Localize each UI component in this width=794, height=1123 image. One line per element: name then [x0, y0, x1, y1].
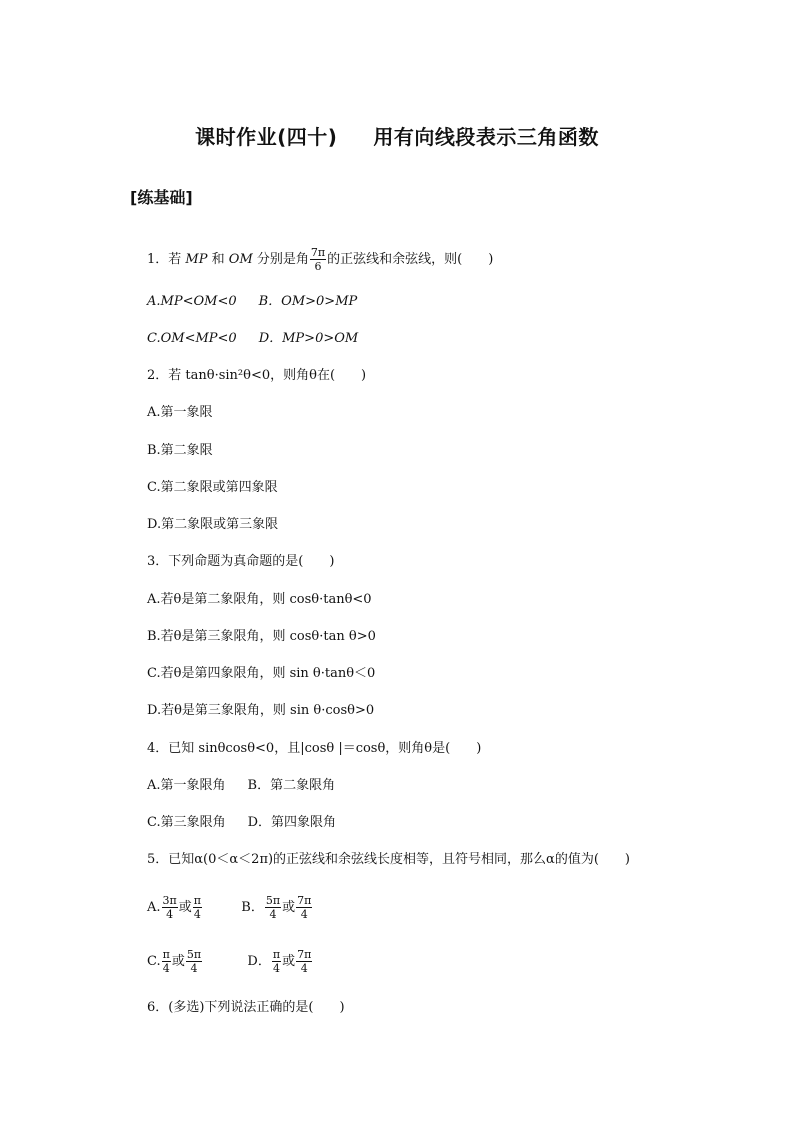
option-d: D．MP>0>OM [258, 331, 359, 346]
option-a: A.MP<OM<0 [147, 294, 237, 309]
question-2-stem: 2．若 tanθ·sin²θ<0，则角θ在( ) [147, 368, 367, 383]
question-5-options-ab [147, 894, 313, 921]
section-heading: [练基础] [130, 188, 193, 207]
option-c: C.第三象限角 [147, 815, 226, 830]
question-5-stem: 5．已知α(0＜α＜2π)的正弦线和余弦线长度相等，且符号相同，那么α的值为( ) [147, 852, 630, 867]
option-d: D． $\frac{\pi}{4}$ 或 $\frac{7\pi}{4}$ [247, 948, 312, 975]
option-a: A. $\frac{3\pi}{4}$ 或 $\frac{\pi}{4}$ [147, 894, 202, 921]
question-5-options-cd [147, 948, 313, 975]
question-1-options-cd [147, 330, 358, 348]
option-b: B．第二象限角 [247, 778, 336, 793]
option-b: B.若θ是第三象限角，则 cosθ·tan θ>0 [147, 629, 376, 644]
question-1-stem: 1．若 MP 和 OM 分别是角 $\frac{7\pi}{6}$ 的正弦线和余弦线，则( ) [147, 246, 494, 273]
option-a: A.若θ是第二象限角，则 cosθ·tanθ<0 [147, 592, 372, 607]
question-4-options-ab [147, 777, 335, 795]
question-4-options-cd [147, 814, 336, 832]
option-a: A.第一象限 [147, 405, 213, 420]
option-b: B．OM>0>MP [258, 294, 358, 309]
title-sub: 用有向线段表示三角函数 [373, 125, 599, 149]
option-c: C.第二象限或第四象限 [147, 480, 278, 495]
option-c: C.OM<MP<0 [147, 331, 237, 346]
option-b: B． $\frac{5\pi}{4}$ 或 $\frac{7\pi}{4}$ [241, 894, 312, 921]
option-a: A.第一象限角 [147, 778, 226, 793]
fraction: $\frac{7\pi}{6}$ [310, 246, 326, 273]
option-c: C.若θ是第四象限角，则 sin θ·tanθ＜0 [147, 666, 376, 681]
option-b: B.第二象限 [147, 443, 213, 458]
question-3-stem: 3．下列命题为真命题的是( ) [147, 554, 335, 569]
option-d: D.若θ是第三象限角，则 sin θ·cosθ>0 [147, 703, 375, 718]
option-d: D.第二象限或第三象限 [147, 517, 279, 532]
question-4-stem: 4．已知 sinθcosθ<0，且|cosθ |＝cosθ，则角θ是( ) [147, 741, 482, 756]
page-title [0, 121, 794, 150]
question-6-stem: 6．(多选)下列说法正确的是( ) [147, 1000, 345, 1015]
question-1-options-ab [147, 293, 357, 311]
title-main: 课时作业(四十) [195, 125, 338, 149]
option-d: D．第四象限角 [247, 815, 337, 830]
option-c: C. $\frac{\pi}{4}$ 或 $\frac{5\pi}{4}$ [147, 948, 202, 975]
